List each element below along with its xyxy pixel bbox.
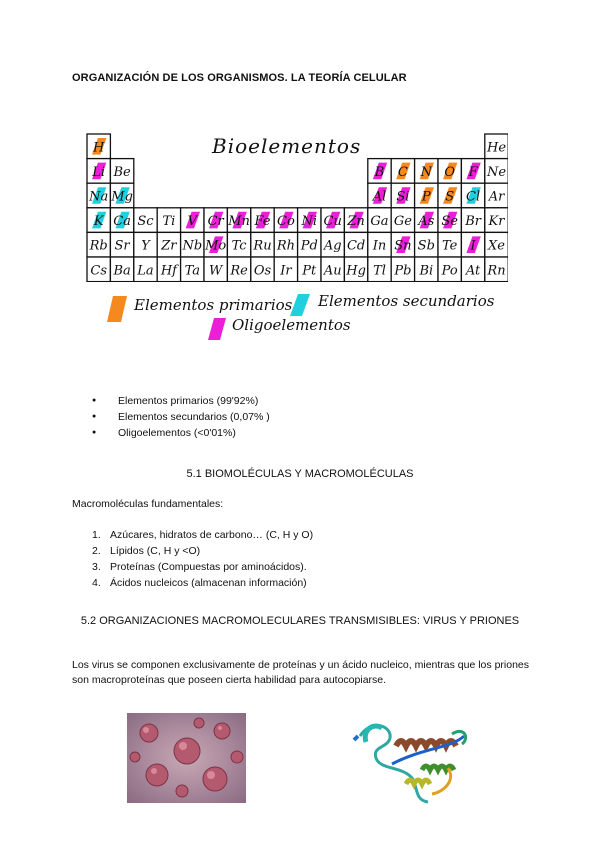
- list-item: 3. Proteínas (Compuestas por aminoácidos).: [92, 561, 307, 573]
- element-cell-v: [181, 208, 204, 233]
- element-cell-zr: [157, 232, 180, 257]
- element-symbol: Fe: [254, 214, 271, 230]
- element-symbol: Co: [277, 214, 295, 230]
- element-cell-sb: [415, 232, 438, 257]
- element-cell-i: [461, 232, 484, 257]
- element-symbol: Ne: [486, 164, 507, 180]
- element-symbol: Pt: [302, 263, 317, 279]
- element-symbol: Hg: [346, 263, 366, 279]
- element-cell-k: [87, 208, 110, 233]
- element-symbol: Mg: [111, 189, 133, 205]
- list-item: 2. Lípidos (C, H y <O): [92, 545, 201, 557]
- paragraph-viruses: Los virus se componen exclusivamente de proteínas y un ácido nucleico, mientras que los priones son macroproteínas que poseen cierta habilidad para autocopiarse.: [72, 659, 530, 686]
- element-symbol: Ar: [488, 189, 505, 205]
- element-cell-ag: [321, 232, 344, 257]
- element-symbol: N: [420, 164, 432, 180]
- element-cell-na: [87, 183, 110, 208]
- element-symbol: Re: [230, 263, 248, 279]
- element-symbol: Pd: [300, 238, 318, 254]
- element-symbol: Os: [253, 263, 272, 279]
- element-symbol: Sr: [114, 238, 130, 254]
- element-symbol: C: [397, 164, 408, 180]
- element-cell-c: [391, 159, 414, 184]
- element-cell-n: [415, 159, 438, 184]
- element-symbol: Si: [396, 189, 410, 205]
- element-cell-al: [368, 183, 391, 208]
- element-cell-zn: [344, 208, 367, 233]
- element-symbol: Nb: [182, 238, 203, 254]
- element-symbol: In: [372, 238, 387, 254]
- element-cell-ir: [274, 257, 297, 282]
- element-symbol: W: [209, 263, 223, 279]
- element-cell-bi: [415, 257, 438, 282]
- element-cell-hf: [157, 257, 180, 282]
- element-symbol: Rb: [89, 238, 108, 254]
- element-symbol: Cr: [207, 214, 224, 230]
- element-cell-hg: [344, 257, 367, 282]
- element-cell-pb: [391, 257, 414, 282]
- element-symbol: Al: [372, 189, 387, 205]
- element-symbol: Rh: [276, 238, 295, 254]
- list-item: ● Oligoelementos (<0'01%): [92, 425, 270, 441]
- element-symbol: Au: [323, 263, 342, 279]
- element-cell-ru: [251, 232, 274, 257]
- element-symbol: Ge: [393, 214, 412, 230]
- element-symbol: Po: [441, 263, 458, 279]
- element-symbol: Ta: [184, 263, 201, 279]
- element-symbol: Ti: [162, 214, 176, 230]
- element-symbol: Sc: [137, 214, 154, 230]
- element-symbol: S: [445, 189, 455, 205]
- element-cell-rb: [87, 232, 110, 257]
- element-cell-ge: [391, 208, 414, 233]
- element-symbol: Kr: [488, 214, 505, 230]
- element-symbol: B: [374, 164, 385, 180]
- element-cell-ca: [110, 208, 133, 233]
- primary-swatch: [105, 294, 129, 324]
- element-cell-o: [438, 159, 461, 184]
- element-cell-f: [461, 159, 484, 184]
- element-cell-ar: [485, 183, 508, 208]
- legend-oligo: Oligoelementos: [232, 316, 351, 334]
- element-symbol: Tc: [231, 238, 247, 254]
- element-cell-rn: [485, 257, 508, 282]
- element-cell-as: [415, 208, 438, 233]
- element-cell-si: [391, 183, 414, 208]
- element-cell-fe: [251, 208, 274, 233]
- element-symbol: Cd: [346, 238, 366, 254]
- list-item: 1. Azúcares, hidratos de carbono… (C, H y O): [92, 529, 314, 541]
- element-cell-ne: [485, 159, 508, 184]
- element-symbol: K: [93, 214, 104, 230]
- element-symbol: Br: [465, 214, 481, 230]
- element-symbol: Zn: [347, 214, 365, 230]
- element-symbol: Li: [92, 164, 106, 180]
- element-cell-la: [134, 257, 157, 282]
- section-heading-viruses-prions: 5.2 ORGANIZACIONES MACROMOLECULARES TRANSMISIBLES: VIRUS Y PRIONES: [80, 615, 520, 627]
- element-cell-sr: [110, 232, 133, 257]
- element-cell-mg: [110, 183, 134, 208]
- element-symbol: I: [470, 238, 476, 254]
- bullet-list: [92, 393, 270, 441]
- element-cell-in: [368, 232, 391, 257]
- element-cell-tc: [227, 232, 250, 257]
- element-cell-cr: [204, 208, 227, 233]
- element-cell-sn: [391, 232, 414, 257]
- element-symbol: Mo: [205, 238, 227, 254]
- element-cell-cl: [461, 183, 484, 208]
- virus-image: [127, 713, 246, 803]
- element-symbol: Sb: [417, 238, 435, 254]
- table-title: Bioelementos: [212, 134, 362, 158]
- element-symbol: H: [93, 140, 105, 156]
- element-cell-ni: [298, 208, 321, 233]
- element-symbol: Ir: [280, 263, 292, 279]
- element-cell-be: [110, 159, 133, 184]
- element-cell-cs: [87, 257, 110, 282]
- element-cell-cd: [344, 232, 367, 257]
- secondary-swatch: [288, 292, 312, 318]
- element-cell-ba: [110, 257, 133, 282]
- element-symbol: Be: [113, 164, 131, 180]
- element-cell-b: [368, 159, 391, 184]
- element-cell-at: [461, 257, 484, 282]
- element-cell-te: [438, 232, 461, 257]
- element-cell-au: [321, 257, 344, 282]
- element-cell-se: [438, 208, 461, 233]
- element-symbol: Ga: [370, 214, 389, 230]
- element-cell-pt: [298, 257, 321, 282]
- page-title: ORGANIZACIÓN DE LOS ORGANISMOS. LA TEORÍA CELULAR: [72, 72, 407, 84]
- element-symbol: Zr: [161, 238, 177, 254]
- element-symbol: P: [421, 189, 431, 205]
- element-symbol: Ni: [301, 214, 318, 230]
- prion-protein-image: [352, 708, 472, 808]
- element-symbol: Ca: [113, 214, 131, 230]
- element-cell-cu: [321, 208, 344, 233]
- element-symbol: Cl: [466, 189, 481, 205]
- list-item: 4. Ácidos nucleicos (almacenan información): [92, 577, 307, 589]
- element-cell-po: [438, 257, 461, 282]
- element-cell-tl: [368, 257, 391, 282]
- element-cell-xe: [485, 232, 508, 257]
- element-symbol: Cu: [323, 214, 342, 230]
- element-symbol: V: [187, 214, 197, 230]
- element-cell-mo: [204, 232, 227, 257]
- element-cell-ta: [181, 257, 204, 282]
- element-cell-nb: [181, 232, 204, 257]
- element-cell-w: [204, 257, 227, 282]
- legend-primary: Elementos primarios: [134, 296, 293, 314]
- element-symbol: O: [444, 164, 456, 180]
- element-cell-br: [461, 208, 484, 233]
- macromolecules-list: [92, 527, 313, 591]
- element-cell-mn: [227, 208, 251, 233]
- macromolecules-label: Macromoléculas fundamentales:: [72, 498, 224, 510]
- legend-secondary: Elementos secundarios: [318, 292, 495, 310]
- element-symbol: Bi: [419, 263, 434, 279]
- element-symbol: At: [465, 263, 481, 279]
- element-symbol: Tl: [373, 263, 386, 279]
- element-cell-pd: [298, 232, 321, 257]
- element-symbol: Se: [441, 214, 459, 230]
- element-symbol: He: [486, 140, 507, 156]
- oligo-swatch: [206, 316, 228, 342]
- element-cell-ti: [157, 208, 180, 233]
- element-cell-y: [134, 232, 157, 257]
- element-symbol: Sn: [394, 238, 412, 254]
- element-cell-re: [227, 257, 250, 282]
- element-symbol: F: [468, 164, 478, 180]
- section-heading-biomolecules: 5.1 BIOMOLÉCULAS Y MACROMOLÉCULAS: [186, 468, 414, 480]
- element-cell-ga: [368, 208, 391, 233]
- element-cell-s: [438, 183, 461, 208]
- element-symbol: Pb: [394, 263, 412, 279]
- element-cell-rh: [274, 232, 297, 257]
- element-symbol: Cs: [90, 263, 108, 279]
- element-symbol: As: [418, 214, 435, 230]
- element-cell-h: [87, 134, 110, 159]
- element-cell-kr: [485, 208, 508, 233]
- element-symbol: Ru: [253, 238, 272, 254]
- element-cell-os: [251, 257, 274, 282]
- element-symbol: Rn: [487, 263, 506, 279]
- element-cell-p: [415, 183, 438, 208]
- element-symbol: La: [137, 263, 154, 279]
- element-cell-he: [485, 134, 508, 159]
- element-symbol: Ba: [113, 263, 131, 279]
- element-symbol: Ag: [323, 238, 342, 254]
- element-symbol: Y: [141, 238, 150, 254]
- element-symbol: Mn: [228, 214, 250, 230]
- element-symbol: Xe: [488, 238, 505, 254]
- list-item: ● Elementos secundarios (0,07% ): [92, 409, 270, 425]
- element-symbol: Te: [442, 238, 458, 254]
- element-symbol: Na: [89, 189, 109, 205]
- list-item: ● Elementos primarios (99'92%): [92, 393, 270, 409]
- element-cell-li: [87, 159, 110, 184]
- element-symbol: Hf: [160, 263, 177, 279]
- element-cell-co: [274, 208, 297, 233]
- element-cell-sc: [134, 208, 157, 233]
